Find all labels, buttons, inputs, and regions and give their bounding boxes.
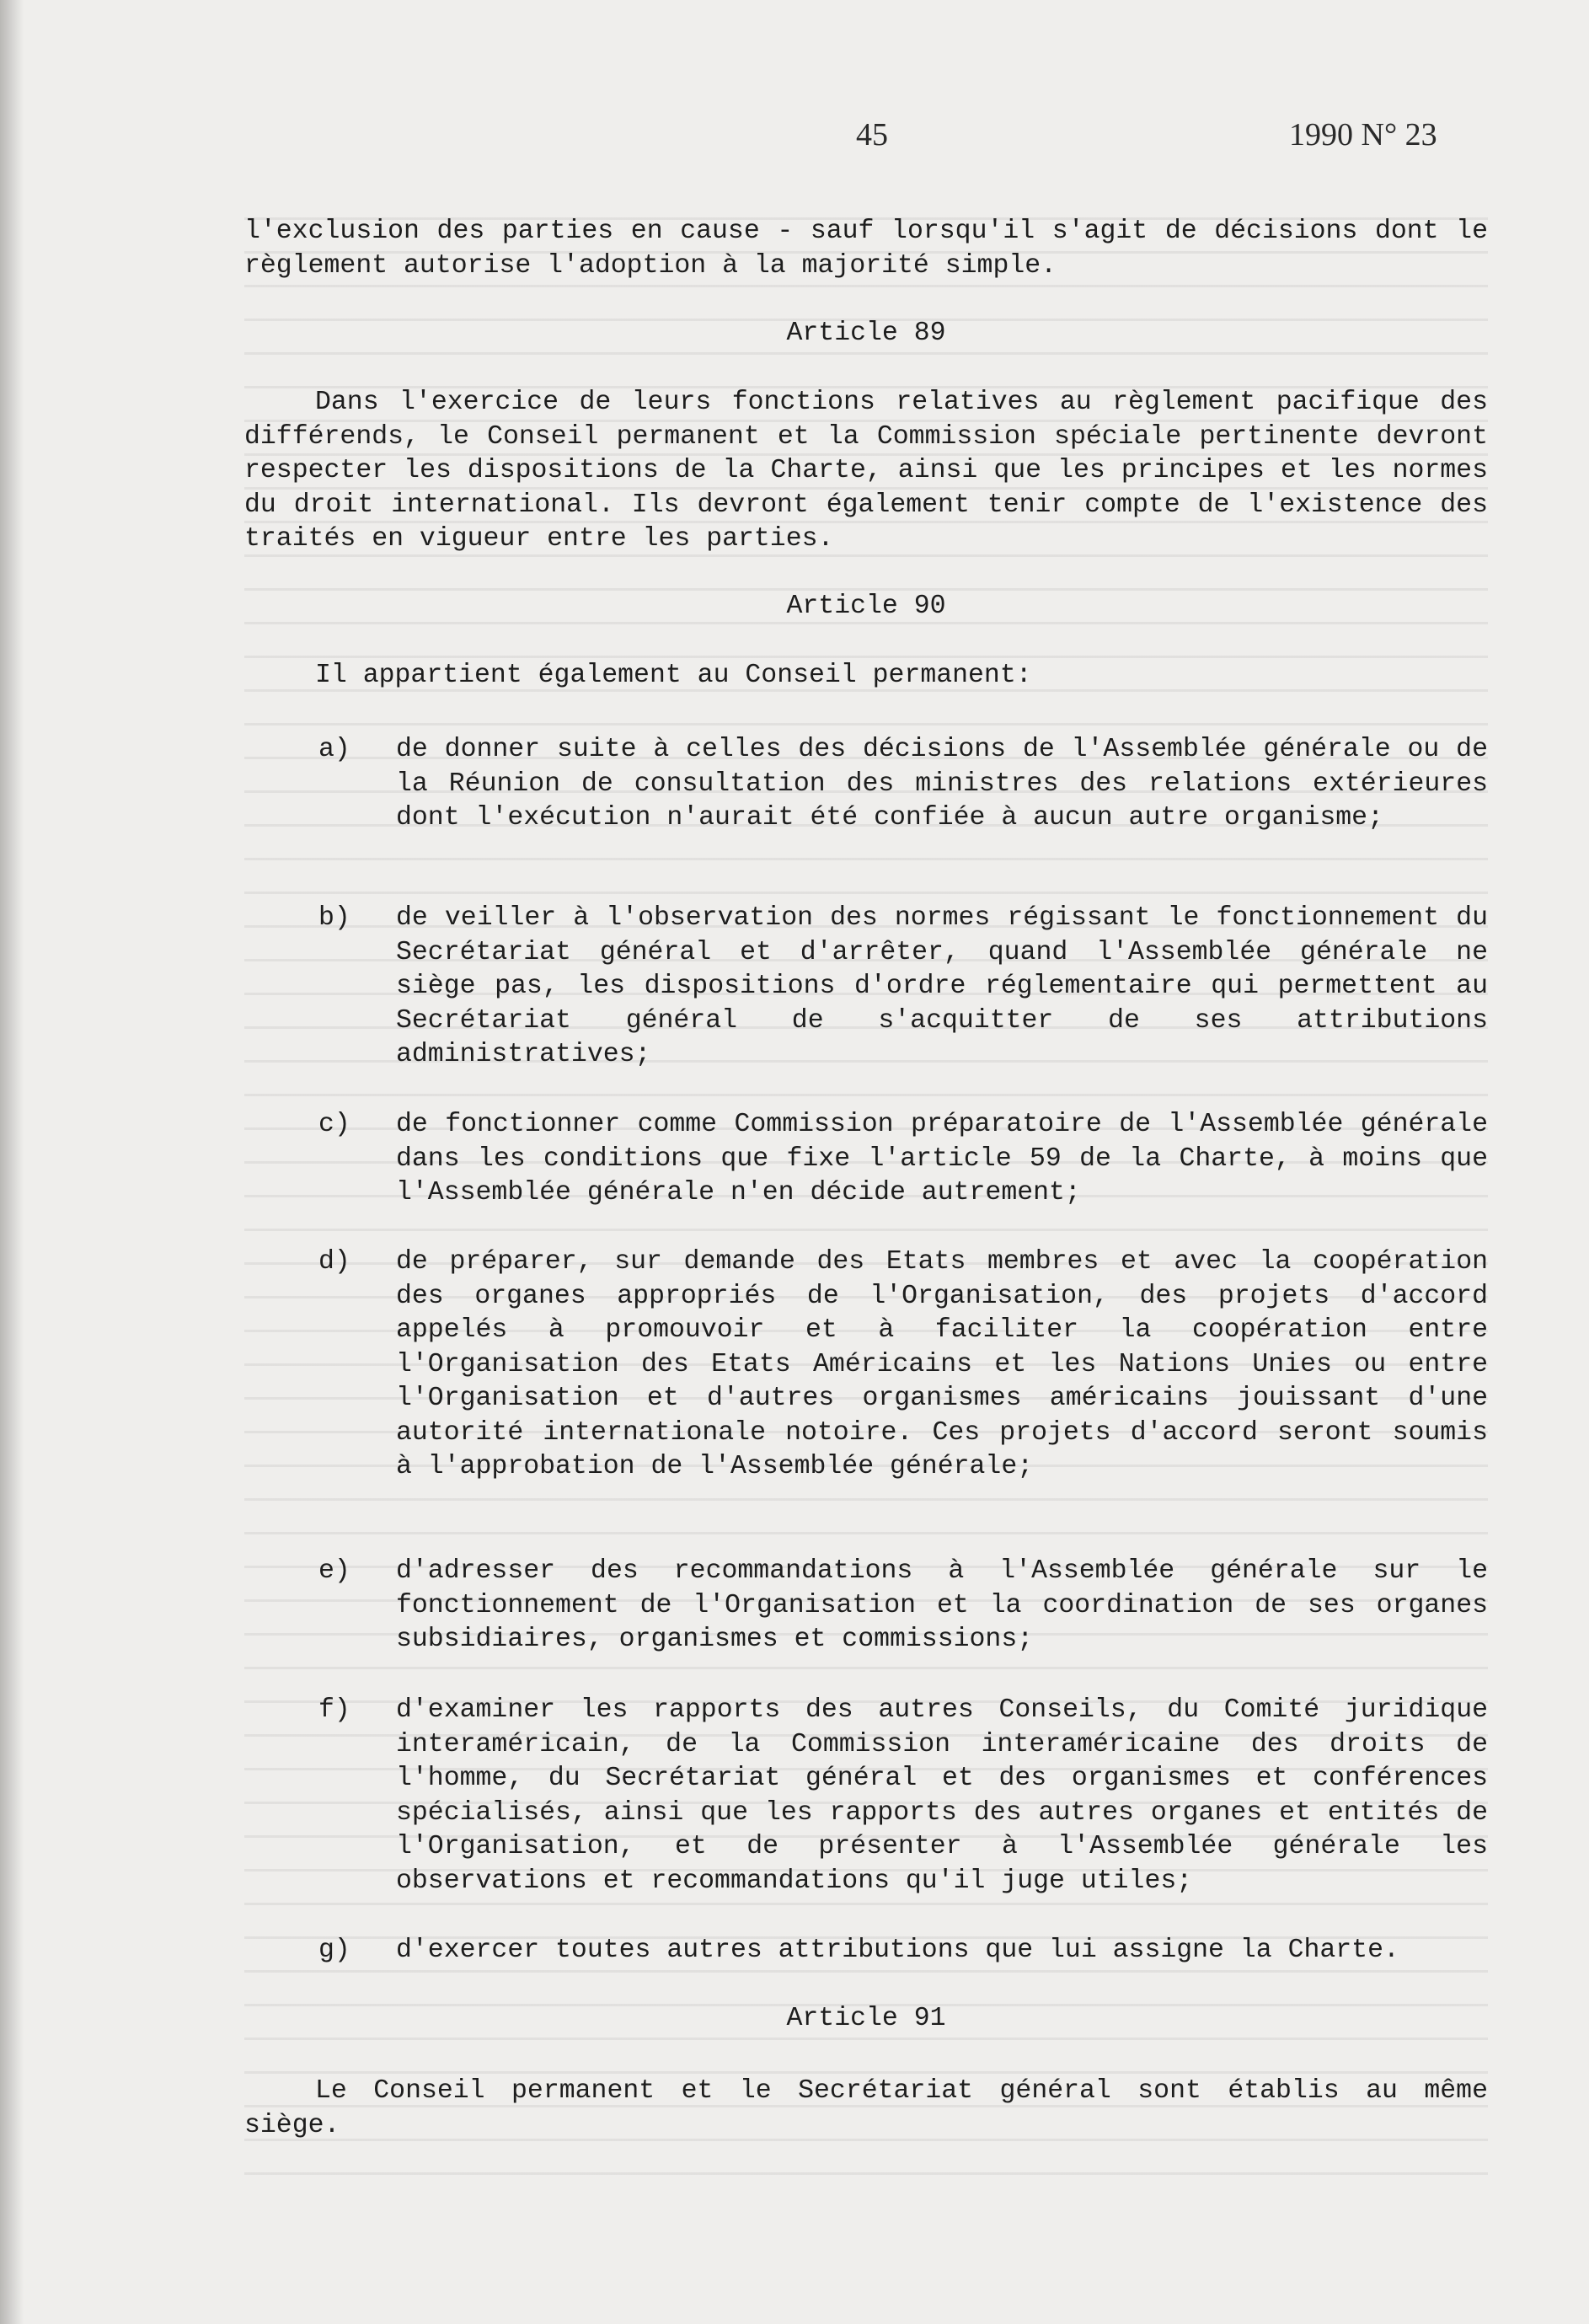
- item-text: de fonctionner comme Commission préparatoire de l'Assemblée générale dans les conditions que fixe l'article 59 de la Charte, à moins que l'Assemblée générale n'en décide autrement;: [396, 1110, 1488, 1208]
- item-text: d'examiner les rapports des autres Conseils, du Comité juridique interaméricain, de la Commission interaméricaine des droits de l'homme, du Secrétariat général et des organismes et conférences spécialisés, ainsi que les rapports des autres organes et entités de l'Organisation, et de présenter à l'Assemblée générale les observations et recommandations qu'il juge utiles;: [396, 1695, 1488, 1896]
- intro-paragraph: l'exclusion des parties en cause - sauf lorsqu'il s'agit de décisions dont le règlement autorise l'adoption à la majorité simple.: [244, 217, 1488, 281]
- item-letter: e): [318, 1556, 350, 1586]
- page-number: 45: [856, 117, 888, 153]
- article-91-text: Le Conseil permanent et le Secrétariat général sont établis au même siège.: [244, 2076, 1488, 2140]
- item-letter: d): [318, 1247, 350, 1277]
- item-letter: f): [318, 1695, 350, 1725]
- item-text: de préparer, sur demande des Etats membres et avec la coopération des organes appropriés de l'Organisation, des projets d'accord appelés à promouvoir et à faciliter la coopération entre l'Organisation des Etats Américains et les Nations Unies ou entre l'Organisation et d'autres organismes américains jouissant d'une autorité internationale notoire. Ces projets d'accord seront soumis à l'approbation de l'Assemblée générale;: [396, 1247, 1488, 1481]
- item-letter: b): [318, 903, 350, 933]
- item-text: d'exercer toutes autres attributions que lui assigne la Charte.: [396, 1936, 1399, 1965]
- item-text: d'adresser des recommandations à l'Assemblée générale sur le fonctionnement de l'Organisation et la coordination de ses organes subsidiaires, organismes et commissions;: [396, 1556, 1488, 1654]
- item-letter: a): [318, 735, 350, 764]
- item-text: de donner suite à celles des décisions de l'Assemblée générale ou de la Réunion de consultation des ministres des relations extérieures dont l'exécution n'aurait été confiée à aucun autre organisme;: [396, 735, 1488, 833]
- article-90-intro: Il appartient également au Conseil permanent:: [315, 661, 1032, 690]
- page-binding-shadow: [0, 0, 24, 2324]
- article-89-text: Dans l'exercice de leurs fonctions relatives au règlement pacifique des différends, le Conseil permanent et la Commission spéciale pertinente devront respecter les dispositions de la Charte, ainsi que les principes et les normes du droit international. Ils devront également tenir compte de l'existence des traités en vigueur entre les parties.: [244, 388, 1488, 554]
- item-text: de veiller à l'observation des normes régissant le fonctionnement du Secrétariat général et d'arrêter, quand l'Assemblée générale ne siège pas, les dispositions d'ordre réglementaire qui permettent au Secrétariat général de s'acquitter de ses attributions administratives;: [396, 903, 1488, 1069]
- page-header: [0, 116, 1589, 167]
- issue-number: 1990 N° 23: [1289, 117, 1437, 153]
- item-letter: g): [318, 1936, 350, 1965]
- article-89-heading: Article 89: [786, 319, 946, 348]
- item-letter: c): [318, 1110, 350, 1139]
- article-90-heading: Article 90: [786, 592, 946, 621]
- article-91-heading: Article 91: [786, 2004, 946, 2033]
